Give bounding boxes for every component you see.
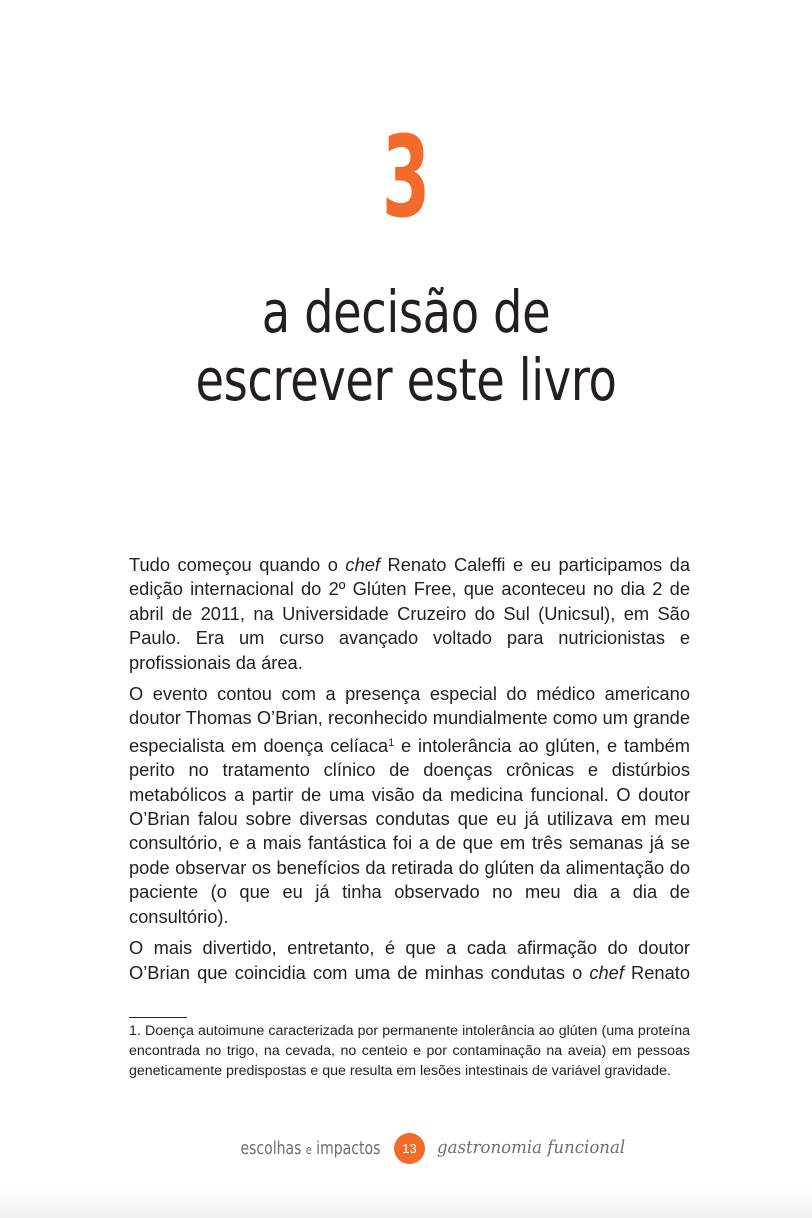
italic-chef: chef xyxy=(345,554,380,575)
footnote-divider xyxy=(129,1017,187,1018)
paragraph-2: O evento contou com a presença especial do médico americano doutor Thomas O’Brian, reconhecido mundialmente como um grande especialista em doença celíaca$^1$ e intolerância ao glúten, e também perito no tratamento clínico de doenças crônicas e distúrbios metabólicos a partir de uma visão da medicina funcional. O doutor O’Brian falou sobre diversas condutas que eu já utilizava em meu consultório, e a mais fantástica foi a de que em três semanas já se pode observar os benefícios da retirada do glúten da alimentação do paciente (o que eu já tinha observado no meu dia a dia de consultório). xyxy=(129,683,690,927)
footer-book-subtitle: gastronomia funcional xyxy=(437,1137,626,1158)
chapter-title xyxy=(81,278,731,414)
page-edge-shadow xyxy=(0,1188,812,1218)
paragraph-3: O mais divertido, entretanto, é que a cada afirmação do doutor O’Brian que coincidia com uma de minhas condutas o chef Renato xyxy=(129,937,690,983)
chapter-title-line-1: a decisão de xyxy=(261,278,551,346)
paragraph-1: Tudo começou quando o chef Renato Caleffi e eu participamos da edição internacional do 2º Glúten Free, que aconteceu no dia 2 de abril de 2011, na Universidade Cruzeiro do Sul (Unicsul), em São Paulo. Era um curso avançado voltado para nutricionistas e profissionais da área. xyxy=(129,554,691,673)
chapter-title-line-2: escrever este livro xyxy=(195,346,617,414)
page-footer xyxy=(0,1132,812,1166)
footer-book-title: escolhas e impactos xyxy=(240,1138,380,1159)
body-text xyxy=(129,553,690,992)
chapter-number: 3 xyxy=(381,113,431,243)
footnote: 1. Doença autoimune caracterizada por permanente intolerância ao glúten (uma proteína encontrada no trigo, na cevada, no centeio e por contaminação na aveia) em pessoas geneticamente predispostas e que resulta em lesões intestinais de variável gravidade. xyxy=(129,1023,690,1079)
page-number-badge: 13 xyxy=(394,1133,425,1164)
footnote-reference: 1 xyxy=(388,736,395,749)
italic-chef: chef xyxy=(589,961,624,983)
